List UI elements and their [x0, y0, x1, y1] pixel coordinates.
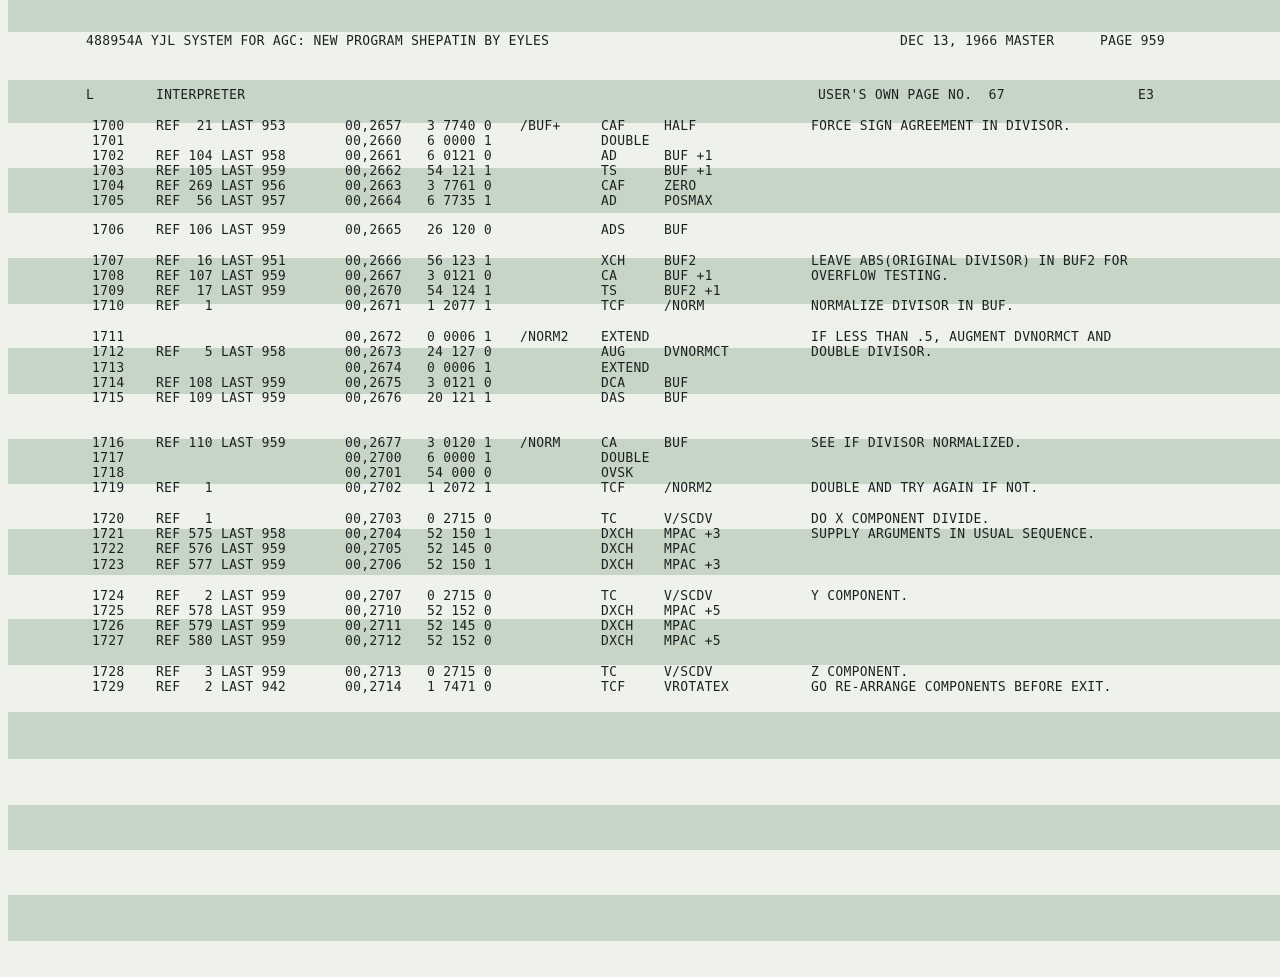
opcode: EXTEND: [601, 330, 650, 345]
octal-word: 6 0000 1: [427, 134, 493, 149]
reference: REF 580 LAST 959: [156, 634, 287, 649]
address: 00,2674: [345, 361, 402, 376]
operand: MPAC +5: [664, 634, 721, 649]
reference: REF 579 LAST 959: [156, 619, 287, 634]
comment: OVERFLOW TESTING.: [811, 269, 950, 284]
comment: DOUBLE DIVISOR.: [811, 345, 933, 360]
opcode: DCA: [601, 376, 626, 391]
address: 00,2670: [345, 284, 402, 299]
address: 00,2707: [345, 589, 402, 604]
line-number: 1720: [92, 512, 125, 527]
line-number: 1727: [92, 634, 125, 649]
address: 00,2713: [345, 665, 402, 680]
reference: REF 16 LAST 951: [156, 254, 287, 269]
octal-word: 3 0121 0: [427, 376, 493, 391]
opcode: EXTEND: [601, 361, 650, 376]
octal-word: 6 0121 0: [427, 149, 493, 164]
reference: REF 576 LAST 959: [156, 542, 287, 557]
reference: REF 1: [156, 299, 213, 314]
address: 00,2705: [345, 542, 402, 557]
address: 00,2672: [345, 330, 402, 345]
octal-word: 0 0006 1: [427, 330, 493, 345]
line-number: 1701: [92, 134, 125, 149]
octal-word: 0 2715 0: [427, 589, 493, 604]
opcode: TCF: [601, 299, 626, 314]
octal-word: 3 7761 0: [427, 179, 493, 194]
opcode: DXCH: [601, 619, 634, 634]
comment: DOUBLE AND TRY AGAIN IF NOT.: [811, 481, 1039, 496]
octal-word: 1 2072 1: [427, 481, 493, 496]
comment: SEE IF DIVISOR NORMALIZED.: [811, 436, 1023, 451]
operand: BUF +1: [664, 149, 713, 164]
address: 00,2671: [345, 299, 402, 314]
operand: BUF: [664, 391, 689, 406]
reference: REF 578 LAST 959: [156, 604, 287, 619]
line-number: 1728: [92, 665, 125, 680]
column-l: L: [86, 88, 95, 103]
line-number: 1715: [92, 391, 125, 406]
address: 00,2700: [345, 451, 402, 466]
octal-word: 52 145 0: [427, 619, 493, 634]
comment: Z COMPONENT.: [811, 665, 909, 680]
line-number: 1716: [92, 436, 125, 451]
reference: REF 21 LAST 953: [156, 119, 287, 134]
opcode: AUG: [601, 345, 626, 360]
reference: REF 1: [156, 481, 213, 496]
operand: BUF +1: [664, 164, 713, 179]
reference: REF 105 LAST 959: [156, 164, 287, 179]
octal-word: 52 152 0: [427, 634, 493, 649]
opcode: CA: [601, 269, 618, 284]
comment: LEAVE ABS(ORIGINAL DIVISOR) IN BUF2 FOR: [811, 254, 1128, 269]
address: 00,2701: [345, 466, 402, 481]
address: 00,2710: [345, 604, 402, 619]
line-number: 1710: [92, 299, 125, 314]
line-number: 1712: [92, 345, 125, 360]
line-number: 1726: [92, 619, 125, 634]
line-number: 1725: [92, 604, 125, 619]
opcode: DOUBLE: [601, 134, 650, 149]
opcode: TCF: [601, 680, 626, 695]
operand: /NORM2: [664, 481, 713, 496]
operand: MPAC: [664, 542, 697, 557]
operand: BUF2: [664, 254, 697, 269]
comment: Y COMPONENT.: [811, 589, 909, 604]
address: 00,2676: [345, 391, 402, 406]
paper-band: [8, 895, 1280, 941]
comment: DO X COMPONENT DIVIDE.: [811, 512, 990, 527]
address: 00,2665: [345, 223, 402, 238]
address: 00,2663: [345, 179, 402, 194]
line-number: 1723: [92, 558, 125, 573]
label: /BUF+: [520, 119, 561, 134]
address: 00,2714: [345, 680, 402, 695]
octal-word: 0 0006 1: [427, 361, 493, 376]
opcode: XCH: [601, 254, 626, 269]
opcode: DXCH: [601, 542, 634, 557]
line-number: 1714: [92, 376, 125, 391]
operand: MPAC +3: [664, 527, 721, 542]
octal-word: 56 123 1: [427, 254, 493, 269]
listing-title: 488954A YJL SYSTEM FOR AGC: NEW PROGRAM SHEPATIN BY EYLES: [86, 34, 550, 49]
operand: VROTATEX: [664, 680, 730, 695]
opcode: CA: [601, 436, 618, 451]
comment: GO RE-ARRANGE COMPONENTS BEFORE EXIT.: [811, 680, 1112, 695]
opcode: TC: [601, 665, 618, 680]
reference: REF 110 LAST 959: [156, 436, 287, 451]
address: 00,2657: [345, 119, 402, 134]
opcode: DXCH: [601, 634, 634, 649]
address: 00,2703: [345, 512, 402, 527]
opcode: DAS: [601, 391, 626, 406]
octal-word: 26 120 0: [427, 223, 493, 238]
reference: REF 575 LAST 958: [156, 527, 287, 542]
operand: BUF +1: [664, 269, 713, 284]
reference: REF 5 LAST 958: [156, 345, 287, 360]
section-title: INTERPRETER: [156, 88, 246, 103]
line-number: 1719: [92, 481, 125, 496]
label: /NORM2: [520, 330, 569, 345]
line-number: 1707: [92, 254, 125, 269]
opcode: DOUBLE: [601, 451, 650, 466]
octal-word: 3 0121 0: [427, 269, 493, 284]
octal-word: 52 152 0: [427, 604, 493, 619]
reference: REF 107 LAST 959: [156, 269, 287, 284]
octal-word: 54 000 0: [427, 466, 493, 481]
line-number: 1700: [92, 119, 125, 134]
opcode: TC: [601, 512, 618, 527]
paper-band: [8, 712, 1280, 759]
octal-word: 3 7740 0: [427, 119, 493, 134]
operand: DVNORMCT: [664, 345, 730, 360]
octal-word: 3 0120 1: [427, 436, 493, 451]
line-number: 1729: [92, 680, 125, 695]
address: 00,2662: [345, 164, 402, 179]
operand: HALF: [664, 119, 697, 134]
octal-word: 52 145 0: [427, 542, 493, 557]
paper-band: [8, 0, 1280, 32]
octal-word: 0 2715 0: [427, 512, 493, 527]
opcode: AD: [601, 194, 618, 209]
octal-word: 54 121 1: [427, 164, 493, 179]
opcode: TS: [601, 164, 618, 179]
address: 00,2711: [345, 619, 402, 634]
reference: REF 1: [156, 512, 213, 527]
reference: REF 2 LAST 959: [156, 589, 287, 604]
line-number: 1706: [92, 223, 125, 238]
line-number: 1718: [92, 466, 125, 481]
line-number: 1711: [92, 330, 125, 345]
listing-date: DEC 13, 1966 MASTER: [900, 34, 1055, 49]
operand: ZERO: [664, 179, 697, 194]
opcode: OVSK: [601, 466, 634, 481]
operand: MPAC +5: [664, 604, 721, 619]
paper-band: [8, 805, 1280, 850]
octal-word: 6 7735 1: [427, 194, 493, 209]
operand: MPAC +3: [664, 558, 721, 573]
users-page-number: USER'S OWN PAGE NO. 67: [818, 88, 1005, 103]
line-number: 1722: [92, 542, 125, 557]
comment: IF LESS THAN .5, AUGMENT DVNORMCT AND: [811, 330, 1112, 345]
octal-word: 1 2077 1: [427, 299, 493, 314]
opcode: TS: [601, 284, 618, 299]
octal-word: 20 121 1: [427, 391, 493, 406]
line-number: 1717: [92, 451, 125, 466]
line-number: 1721: [92, 527, 125, 542]
comment: NORMALIZE DIVISOR IN BUF.: [811, 299, 1015, 314]
comment: SUPPLY ARGUMENTS IN USUAL SEQUENCE.: [811, 527, 1096, 542]
opcode: ADS: [601, 223, 626, 238]
operand: V/SCDV: [664, 512, 713, 527]
operand: BUF2 +1: [664, 284, 721, 299]
opcode: DXCH: [601, 558, 634, 573]
reference: REF 577 LAST 959: [156, 558, 287, 573]
opcode: CAF: [601, 119, 626, 134]
opcode: TCF: [601, 481, 626, 496]
address: 00,2706: [345, 558, 402, 573]
reference: REF 3 LAST 959: [156, 665, 287, 680]
address: 00,2667: [345, 269, 402, 284]
address: 00,2660: [345, 134, 402, 149]
operand: V/SCDV: [664, 665, 713, 680]
octal-word: 24 127 0: [427, 345, 493, 360]
reference: REF 106 LAST 959: [156, 223, 287, 238]
opcode: AD: [601, 149, 618, 164]
reference: REF 56 LAST 957: [156, 194, 287, 209]
address: 00,2704: [345, 527, 402, 542]
opcode: DXCH: [601, 604, 634, 619]
label: /NORM: [520, 436, 561, 451]
address: 00,2666: [345, 254, 402, 269]
octal-word: 52 150 1: [427, 558, 493, 573]
operand: POSMAX: [664, 194, 713, 209]
octal-word: 54 124 1: [427, 284, 493, 299]
line-number: 1708: [92, 269, 125, 284]
operand: MPAC: [664, 619, 697, 634]
octal-word: 6 0000 1: [427, 451, 493, 466]
reference: REF 109 LAST 959: [156, 391, 287, 406]
comment: FORCE SIGN AGREEMENT IN DIVISOR.: [811, 119, 1072, 134]
reference: REF 108 LAST 959: [156, 376, 287, 391]
address: 00,2664: [345, 194, 402, 209]
address: 00,2702: [345, 481, 402, 496]
address: 00,2677: [345, 436, 402, 451]
reference: REF 104 LAST 958: [156, 149, 287, 164]
operand: BUF: [664, 376, 689, 391]
operand: /NORM: [664, 299, 705, 314]
reference: REF 17 LAST 959: [156, 284, 287, 299]
opcode: CAF: [601, 179, 626, 194]
line-number: 1704: [92, 179, 125, 194]
operand: V/SCDV: [664, 589, 713, 604]
line-number: 1713: [92, 361, 125, 376]
opcode: TC: [601, 589, 618, 604]
line-number: 1705: [92, 194, 125, 209]
operand: BUF: [664, 223, 689, 238]
line-number: 1709: [92, 284, 125, 299]
reference: REF 2 LAST 942: [156, 680, 287, 695]
octal-word: 1 7471 0: [427, 680, 493, 695]
octal-word: 0 2715 0: [427, 665, 493, 680]
address: 00,2675: [345, 376, 402, 391]
line-number: 1724: [92, 589, 125, 604]
reference: REF 269 LAST 956: [156, 179, 287, 194]
line-number: 1703: [92, 164, 125, 179]
address: 00,2673: [345, 345, 402, 360]
line-number: 1702: [92, 149, 125, 164]
opcode: DXCH: [601, 527, 634, 542]
operand: BUF: [664, 436, 689, 451]
octal-word: 52 150 1: [427, 527, 493, 542]
page-number: PAGE 959: [1100, 34, 1166, 49]
sheet-code: E3: [1138, 88, 1155, 103]
address: 00,2712: [345, 634, 402, 649]
address: 00,2661: [345, 149, 402, 164]
